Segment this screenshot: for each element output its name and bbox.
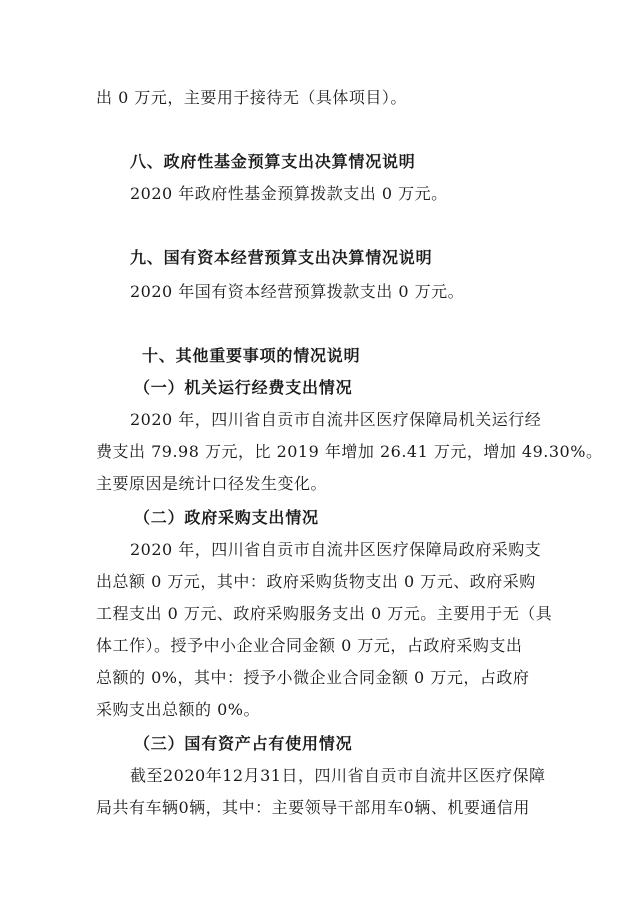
- section-9-text: 2020 年国有资本经营预算拨款支出 0 万元。: [130, 282, 465, 301]
- subsection-2-heading: （二）政府采购支出情况: [134, 508, 319, 527]
- paragraph-line: 采购支出总额的 0%。: [96, 700, 260, 719]
- paragraph-line: 主要原因是统计口径发生变化。: [96, 474, 328, 493]
- subsection-1-heading: （一）机关运行经费支出情况: [134, 378, 353, 397]
- section-8-heading: 八、政府性基金预算支出决算情况说明: [130, 152, 416, 171]
- subsection-3-heading: （三）国有资产占有使用情况: [134, 734, 353, 753]
- paragraph-line: 出总额 0 万元，其中：政府采购货物支出 0 万元、政府采购: [96, 572, 536, 591]
- paragraph-line: 费支出 79.98 万元，比 2019 年增加 26.41 万元，增加 49.30%。: [96, 442, 603, 461]
- section-9-heading: 九、国有资本经营预算支出决算情况说明: [130, 248, 433, 267]
- paragraph-line: 出 0 万元，主要用于接待无（具体项目）。: [96, 88, 407, 107]
- paragraph-line: 2020 年，四川省自贡市自流井区医疗保障局机关运行经: [130, 410, 542, 429]
- paragraph-line: 局共有车辆0辆，其中：主要领导干部用车0辆、机要通信用: [96, 798, 530, 817]
- section-8-text: 2020 年政府性基金预算拨款支出 0 万元。: [130, 184, 448, 203]
- paragraph-line: 工程支出 0 万元、政府采购服务支出 0 万元。主要用于无（具: [96, 604, 553, 623]
- paragraph-line: 总额的 0%，其中：授予小微企业合同金额 0 万元，占政府: [96, 668, 530, 687]
- section-10-heading: 十、其他重要事项的情况说明: [142, 346, 361, 365]
- paragraph-line: 2020 年，四川省自贡市自流井区医疗保障局政府采购支: [130, 540, 542, 559]
- paragraph-line: 体工作）。授予中小企业合同金额 0 万元，占政府采购支出: [96, 636, 523, 655]
- paragraph-line: 截至2020年12月31日，四川省自贡市自流井区医疗保障: [130, 766, 546, 785]
